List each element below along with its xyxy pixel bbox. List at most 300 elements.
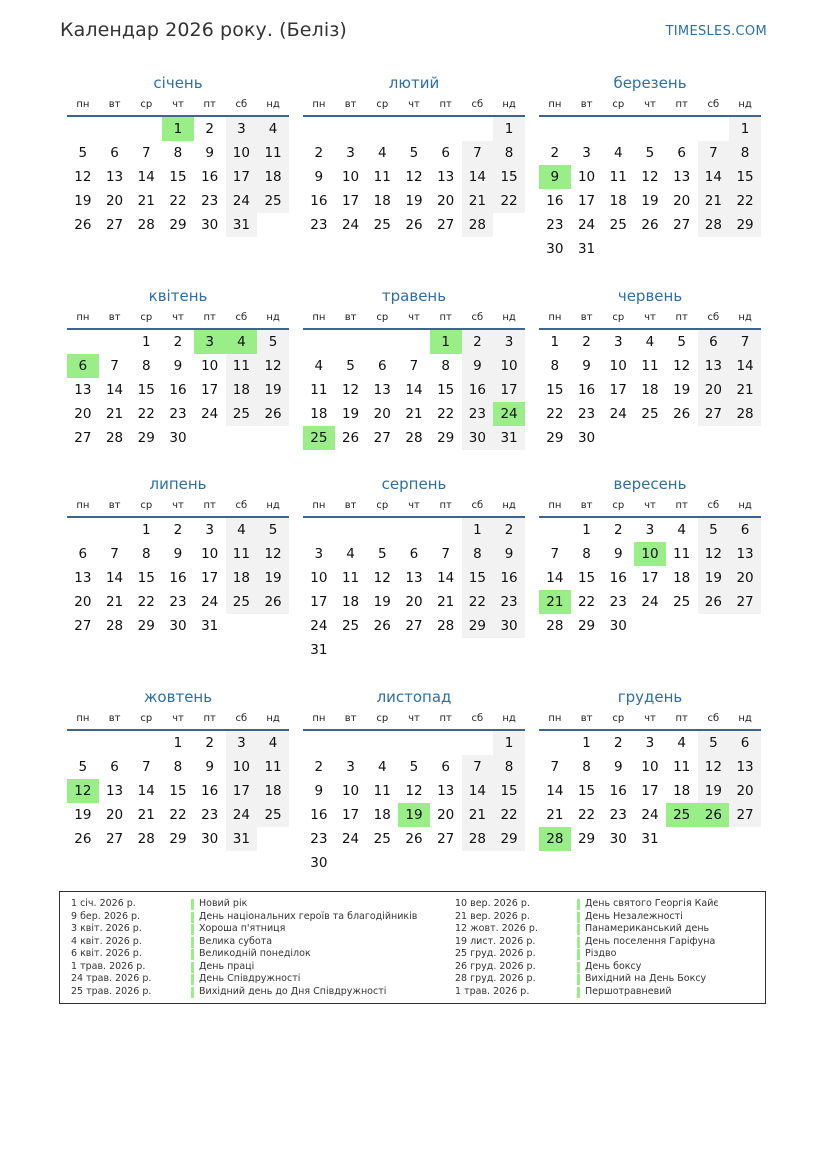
legend-date: 19 лист. 2026 р. [455,935,536,947]
empty-cell [398,518,430,542]
day-cell: 9 [314,169,324,185]
day-cell: 30 [310,855,328,871]
day-cell: 21 [462,189,494,213]
day-cell: 7 [110,546,119,562]
day-cell: 3 [582,145,591,161]
legend-marker [577,974,580,985]
day-cell: 18 [609,193,627,209]
day-cell: 11 [257,141,289,165]
day-cell: 3 [226,731,258,755]
empty-cell [430,731,462,755]
day-cell: 14 [137,169,155,185]
day-cell: 15 [493,165,525,189]
day-cell: 31 [493,426,525,450]
day-cell: 13 [729,542,761,566]
day-cell: 24 [341,217,360,233]
day-cell: 24 [577,217,596,233]
day-cell: 11 [373,169,391,185]
day-cell: 5 [257,518,289,542]
day-cell: 29 [546,430,564,446]
day-cell: 15 [462,566,494,590]
day-cell: 29 [169,217,187,233]
weekday-label: сб [707,500,720,511]
day-cell: 8 [462,542,494,566]
day-cell: 9 [314,783,324,799]
day-cell: 13 [105,783,124,799]
day-cell: 7 [462,141,494,165]
day-cell: 15 [169,783,187,799]
day-cell: 1 [550,334,560,350]
weekday-label: нд [738,713,752,724]
day-cell: 19 [257,566,289,590]
weekday-header [539,306,761,330]
weekday-label: вт [108,312,121,323]
empty-cell [67,330,99,354]
day-cell: 5 [409,145,419,161]
day-cell: 20 [729,566,761,590]
day-cell: 14 [437,570,455,586]
day-cell: 8 [173,759,183,775]
day-cell: 28 [137,217,155,233]
weekday-label: чт [172,312,184,323]
legend-date: 1 січ. 2026 р. [71,898,136,909]
day-cell: 23 [609,594,627,610]
weekday-header [67,306,289,330]
day-cell: 1 [141,334,151,350]
day-cell: 12 [341,382,360,398]
day-cell: 21 [137,193,155,209]
day-cell: 30 [169,618,187,634]
day-cell: 4 [226,518,258,542]
weekday-label: вт [580,312,593,323]
weekday-label: чт [644,312,656,323]
day-cell: 19 [698,779,730,803]
day-cell: 14 [137,783,155,799]
days-grid [67,731,289,851]
day-cell: 19 [257,378,289,402]
weekday-label: пт [675,500,688,511]
weekday-label: вт [580,99,593,110]
day-cell: 10 [201,358,219,374]
day-cell: 11 [641,358,659,374]
weekday-label: ср [612,713,625,724]
day-cell: 10 [226,141,258,165]
day-cell: 21 [729,378,761,402]
legend-marker [577,937,580,948]
day-cell: 28 [546,618,564,634]
day-cell: 3 [493,330,525,354]
legend-holiday-name: День боксу [585,960,642,972]
day-cell: 11 [609,169,627,185]
weekday-label: вт [108,713,121,724]
day-cell: 28 [462,213,494,237]
weekday-label: сб [707,713,720,724]
day-cell: 23 [462,402,494,426]
legend-marker [191,912,194,923]
legend-date: 10 вер. 2026 р. [455,898,530,909]
weekday-label: нд [266,99,280,110]
day-cell: 26 [698,803,730,827]
day-cell: 6 [441,759,450,775]
weekday-label: пт [439,713,452,724]
empty-cell [398,117,430,141]
day-cell: 5 [409,759,419,775]
day-cell: 8 [550,358,560,374]
day-cell: 6 [677,145,686,161]
day-cell: 22 [493,189,525,213]
day-cell: 12 [67,779,99,803]
legend-holiday-name: Вихідний на День Боксу [585,973,707,984]
day-cell: 19 [698,566,730,590]
day-cell: 3 [645,522,655,538]
day-cell: 2 [582,334,591,350]
day-cell: 23 [201,807,219,823]
legend-holiday-name: Вихідний день до Дня Співдружності [199,985,387,997]
day-cell: 1 [582,522,591,538]
day-cell: 15 [137,570,155,586]
weekday-label: сб [235,500,248,511]
day-cell: 5 [698,731,730,755]
legend-marker [191,962,194,973]
day-cell: 6 [377,358,387,374]
day-cell: 26 [373,618,391,634]
day-cell: 17 [577,193,596,209]
month-name: грудень [617,688,683,706]
day-cell: 20 [405,594,423,610]
day-cell: 4 [377,759,387,775]
day-cell: 3 [314,546,324,562]
day-cell: 23 [609,807,627,823]
day-cell: 11 [310,382,328,398]
empty-cell [335,731,367,755]
day-cell: 7 [550,546,560,562]
day-cell: 4 [257,731,289,755]
day-cell: 1 [493,117,525,141]
empty-cell [539,117,571,141]
days-grid [67,518,289,638]
day-cell: 9 [493,542,525,566]
empty-cell [99,117,131,141]
empty-cell [303,731,335,755]
legend-marker [191,924,194,935]
day-cell: 27 [437,831,455,847]
day-cell: 23 [169,406,187,422]
weekday-label: чт [408,312,420,323]
day-cell: 19 [74,807,92,823]
empty-cell [366,117,398,141]
day-cell: 2 [550,145,560,161]
day-cell: 21 [105,406,124,422]
weekday-header [67,494,289,518]
month-name: лютий [388,74,440,92]
day-cell: 28 [105,618,124,634]
day-cell: 16 [310,193,328,209]
day-cell: 22 [462,590,494,614]
day-cell: 4 [346,546,355,562]
empty-cell [539,731,571,755]
empty-cell [67,518,99,542]
day-cell: 26 [74,217,92,233]
day-cell: 7 [409,358,419,374]
month-name: травень [381,287,447,305]
day-cell: 22 [137,406,155,422]
empty-cell [539,518,571,542]
day-cell: 12 [641,169,659,185]
day-cell: 16 [462,378,494,402]
day-cell: 17 [341,193,360,209]
day-cell: 4 [314,358,324,374]
days-grid [303,117,525,237]
weekday-label: сб [707,312,720,323]
legend-holiday-name: Новий рік [199,898,248,909]
legend-marker [191,949,194,960]
day-cell: 10 [226,755,258,779]
day-cell: 27 [673,217,691,233]
day-cell: 14 [729,354,761,378]
day-cell: 25 [373,831,391,847]
day-cell: 6 [78,546,88,562]
weekday-label: чт [408,500,420,511]
day-cell: 16 [609,570,627,586]
weekday-header [67,93,289,117]
day-cell: 10 [310,570,328,586]
day-cell: 28 [462,827,494,851]
days-grid [303,330,525,450]
day-cell: 4 [377,145,387,161]
day-cell: 12 [74,169,92,185]
day-cell: 8 [141,358,151,374]
day-cell: 21 [405,406,423,422]
weekday-label: ср [376,713,389,724]
day-cell: 26 [74,831,92,847]
day-cell: 2 [173,522,183,538]
legend-date: 1 трав. 2026 р. [455,985,530,997]
day-cell: 30 [493,614,525,638]
month-10 [67,687,289,851]
day-cell: 23 [201,193,219,209]
day-cell: 18 [673,783,691,799]
legend-date: 3 квіт. 2026 р. [71,923,142,934]
day-cell: 2 [314,759,324,775]
day-cell: 15 [493,779,525,803]
day-cell: 7 [141,145,151,161]
day-cell: 23 [169,594,187,610]
day-cell: 15 [577,783,596,799]
empty-cell [398,330,430,354]
day-cell: 24 [201,406,219,422]
day-cell: 20 [373,406,391,422]
day-cell: 27 [698,402,730,426]
day-cell: 11 [257,755,289,779]
legend-marker [191,974,194,985]
legend-marker [577,924,580,935]
day-cell: 5 [78,145,88,161]
weekday-label: ср [376,500,389,511]
legend-marker [577,899,580,910]
month-9 [539,474,761,638]
day-cell: 23 [493,590,525,614]
day-cell: 17 [310,594,328,610]
day-cell: 24 [609,406,627,422]
day-cell: 19 [341,406,360,422]
weekday-label: пн [548,713,562,724]
weekday-label: сб [471,500,484,511]
weekday-label: вт [344,500,357,511]
weekday-label: вт [580,713,593,724]
legend-date: 25 трав. 2026 р. [71,985,152,997]
day-cell: 4 [257,117,289,141]
weekday-label: пн [76,312,90,323]
day-cell: 6 [441,145,450,161]
day-cell: 30 [169,430,187,446]
weekday-label: ср [612,99,625,110]
legend-date: 9 бер. 2026 р. [71,910,141,922]
day-cell: 29 [577,618,596,634]
weekday-label: пт [203,312,216,323]
empty-cell [698,117,730,141]
day-cell: 29 [729,213,761,237]
day-cell: 3 [346,759,355,775]
day-cell: 6 [67,354,99,378]
month-name: листопад [376,688,452,706]
month-1 [67,73,289,237]
day-cell: 25 [609,217,627,233]
holiday-legend [59,891,766,1004]
day-cell: 18 [226,378,258,402]
day-cell: 8 [441,358,450,374]
day-cell: 5 [257,330,289,354]
day-cell: 1 [141,522,151,538]
day-cell: 14 [105,570,124,586]
day-cell: 20 [105,193,124,209]
day-cell: 16 [493,566,525,590]
site-link[interactable]: TIMESLES.COM [665,24,767,39]
weekday-label: пт [675,713,688,724]
legend-date: 25 груд. 2026 р. [455,948,536,959]
empty-cell [99,330,131,354]
weekday-label: чт [408,99,420,110]
legend-holiday-name: День Незалежності [585,910,683,922]
legend-holiday-name: Різдво [585,948,617,959]
day-cell: 31 [226,827,258,851]
day-cell: 22 [577,807,596,823]
day-cell: 13 [105,169,124,185]
day-cell: 24 [226,189,258,213]
legend-marker [577,949,580,960]
day-cell: 12 [405,783,423,799]
legend-holiday-name: Великодній понеділок [199,948,311,959]
day-cell: 20 [74,406,92,422]
weekday-label: вт [344,713,357,724]
day-cell: 25 [666,803,698,827]
day-cell: 29 [137,430,155,446]
empty-cell [67,731,99,755]
day-cell: 27 [74,618,92,634]
legend-holiday-name: Першотравневий [585,985,672,997]
day-cell: 25 [303,426,335,450]
day-cell: 28 [137,831,155,847]
day-cell: 3 [194,330,226,354]
weekday-header [303,93,525,117]
day-cell: 28 [729,402,761,426]
day-cell: 10 [634,542,666,566]
weekday-label: вт [344,99,357,110]
day-cell: 18 [641,382,659,398]
month-11 [303,687,525,875]
day-cell: 30 [546,241,564,257]
weekday-label: нд [502,500,516,511]
day-cell: 14 [405,382,423,398]
weekday-label: пн [76,99,90,110]
empty-cell [99,518,131,542]
day-cell: 21 [105,594,124,610]
day-cell: 17 [201,382,219,398]
day-cell: 17 [493,378,525,402]
day-cell: 4 [677,735,686,751]
weekday-label: чт [644,500,656,511]
day-cell: 8 [582,546,591,562]
day-cell: 28 [539,827,571,851]
day-cell: 13 [437,169,455,185]
month-8 [303,474,525,662]
empty-cell [303,117,335,141]
day-cell: 25 [341,618,360,634]
legend-date: 24 трав. 2026 р. [71,973,152,984]
day-cell: 23 [310,831,328,847]
day-cell: 2 [493,518,525,542]
day-cell: 3 [346,145,355,161]
day-cell: 19 [673,382,691,398]
day-cell: 2 [205,121,214,137]
day-cell: 9 [173,358,183,374]
empty-cell [130,117,162,141]
day-cell: 7 [729,330,761,354]
day-cell: 5 [377,546,387,562]
weekday-label: вт [344,312,357,323]
day-cell: 30 [609,831,627,847]
day-cell: 22 [137,594,155,610]
day-cell: 11 [673,759,691,775]
day-cell: 9 [205,145,214,161]
day-cell: 7 [698,141,730,165]
day-cell: 6 [110,145,119,161]
day-cell: 17 [201,570,219,586]
day-cell: 15 [729,165,761,189]
day-cell: 23 [577,406,596,422]
day-cell: 9 [582,358,591,374]
day-cell: 3 [645,735,655,751]
day-cell: 24 [226,803,258,827]
day-cell: 21 [437,594,455,610]
day-cell: 14 [462,165,494,189]
weekday-header [303,707,525,731]
legend-date: 28 груд. 2026 р. [455,973,536,984]
day-cell: 8 [493,141,525,165]
weekday-label: ср [612,312,625,323]
legend-marker [577,912,580,923]
empty-cell [303,330,335,354]
weekday-header [539,494,761,518]
days-grid [539,330,761,450]
weekday-label: нд [266,312,280,323]
day-cell: 12 [698,755,730,779]
day-cell: 4 [613,145,623,161]
day-cell: 1 [430,330,462,354]
day-cell: 24 [641,594,659,610]
day-cell: 3 [205,522,214,538]
day-cell: 19 [641,193,659,209]
day-cell: 14 [105,382,124,398]
